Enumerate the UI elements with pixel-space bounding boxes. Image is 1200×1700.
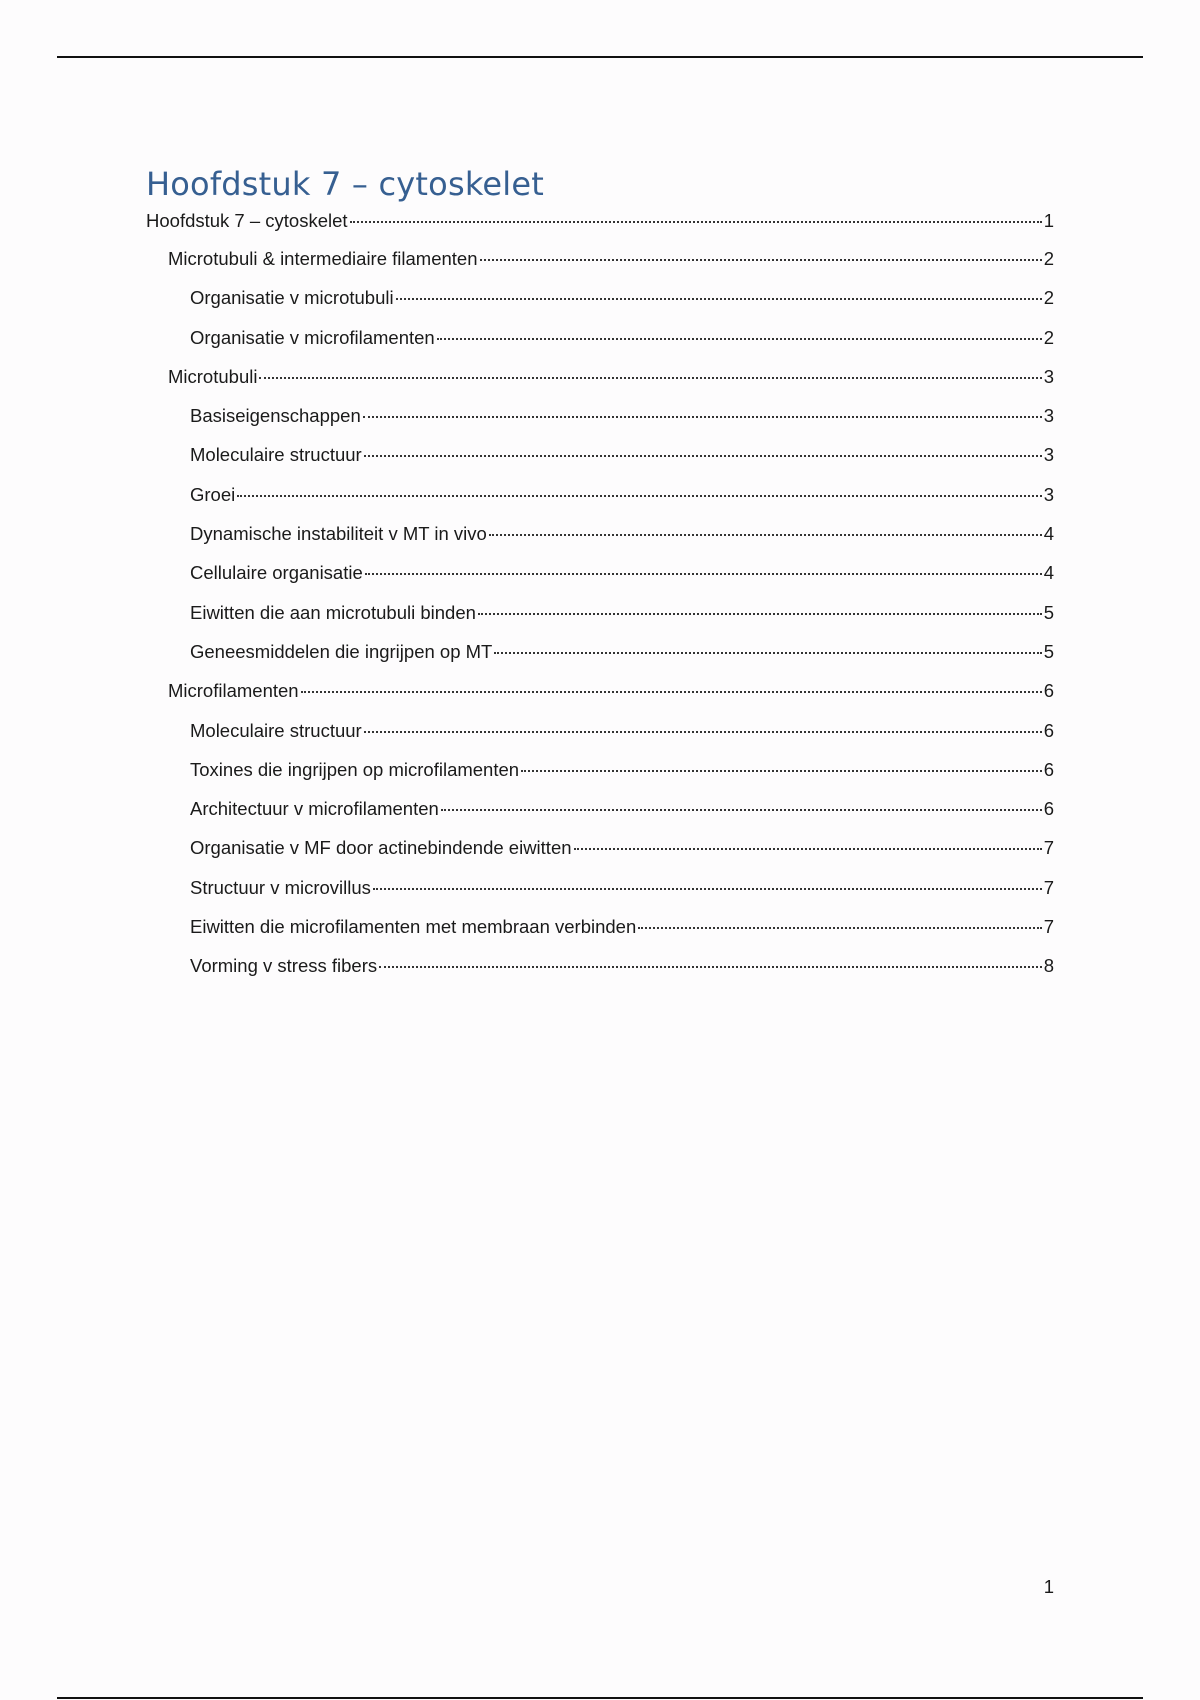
toc-entry[interactable]	[146, 678, 1054, 717]
toc-entry[interactable]	[146, 560, 1054, 599]
toc-dot-leader	[480, 259, 1042, 261]
toc-entry-title: Microtubuli	[168, 365, 258, 387]
footer-rule	[57, 1697, 1143, 1699]
toc-entry-page: 6	[1043, 758, 1054, 780]
toc-entry-title: Organisatie v microtubuli	[190, 287, 394, 309]
toc-dot-leader	[574, 848, 1042, 850]
toc-entry-page: 5	[1043, 601, 1054, 623]
toc-dot-leader	[478, 613, 1042, 615]
toc-entry-page: 6	[1043, 798, 1054, 820]
toc-entry-title: Geneesmiddelen die ingrijpen op MT	[190, 640, 493, 662]
toc-entry-title: Organisatie v MF door actinebindende eiwitten	[190, 837, 572, 859]
toc-dot-leader	[365, 573, 1042, 575]
toc-dot-leader	[396, 298, 1042, 300]
toc-dot-leader	[364, 455, 1042, 457]
toc-entry[interactable]	[146, 600, 1054, 639]
toc-entry-page: 1	[1043, 210, 1054, 231]
toc-entry-page: 4	[1043, 562, 1054, 584]
toc-dot-leader	[237, 495, 1041, 497]
toc-entry-page: 3	[1043, 365, 1054, 387]
toc-entry-page: 3	[1043, 483, 1054, 505]
toc-entry-title: Organisatie v microfilamenten	[190, 326, 435, 348]
toc-dot-leader	[350, 221, 1042, 223]
toc-entry[interactable]	[146, 442, 1054, 481]
toc-entry[interactable]	[146, 835, 1054, 874]
toc-entry-title: Moleculaire structuur	[190, 719, 362, 741]
toc-entry[interactable]	[146, 639, 1054, 678]
toc-entry-title: Eiwitten die microfilamenten met membraan verbinden	[190, 916, 637, 938]
toc-entry[interactable]	[146, 796, 1054, 835]
toc-dot-leader	[364, 731, 1042, 733]
toc-entry[interactable]	[146, 364, 1054, 403]
toc-entry-title: Structuur v microvillus	[190, 876, 371, 898]
toc-entry[interactable]	[146, 521, 1054, 560]
toc-entry-page: 7	[1043, 876, 1054, 898]
toc-entry-title: Microtubuli & intermediaire filamenten	[168, 248, 478, 269]
toc-dot-leader	[301, 691, 1042, 693]
toc-dot-leader	[489, 534, 1042, 536]
toc-entry[interactable]	[146, 718, 1054, 757]
toc-dot-leader	[259, 377, 1041, 379]
toc-dot-leader	[494, 652, 1041, 654]
toc-entry[interactable]	[146, 875, 1054, 914]
toc-entry[interactable]	[146, 914, 1054, 953]
toc-entry-page: 4	[1043, 523, 1054, 545]
toc-dot-leader	[638, 927, 1041, 929]
toc-entry[interactable]	[146, 208, 1054, 246]
toc-entry[interactable]	[146, 482, 1054, 521]
toc-entry[interactable]	[146, 246, 1054, 285]
page-number: 1	[1043, 1576, 1054, 1597]
toc-entry-title: Eiwitten die aan microtubuli binden	[190, 601, 476, 623]
toc-entry-title: Architectuur v microfilamenten	[190, 798, 439, 820]
toc-entry-page: 8	[1043, 955, 1054, 977]
toc-entry[interactable]	[146, 953, 1054, 992]
toc-entry-page: 2	[1043, 248, 1054, 269]
toc-dot-leader	[437, 338, 1042, 340]
toc-entry[interactable]	[146, 757, 1054, 796]
toc-dot-leader	[521, 770, 1042, 772]
toc-dot-leader	[441, 809, 1042, 811]
toc-entry-page: 6	[1043, 680, 1054, 702]
toc-entry-page: 3	[1043, 405, 1054, 427]
toc-entry-page: 7	[1043, 837, 1054, 859]
document-title: Hoofdstuk 7 – cytoskelet	[146, 165, 545, 203]
toc-entry-page: 3	[1043, 444, 1054, 466]
toc-entry-title: Vorming v stress fibers	[190, 955, 378, 977]
toc-entry-title: Dynamische instabiliteit v MT in vivo	[190, 523, 487, 545]
table-of-contents	[146, 208, 1054, 993]
toc-entry[interactable]	[146, 325, 1054, 364]
toc-entry-page: 7	[1043, 916, 1054, 938]
toc-entry[interactable]	[146, 285, 1054, 324]
toc-entry[interactable]	[146, 403, 1054, 442]
toc-entry-title: Groei	[190, 483, 236, 505]
toc-entry-page: 6	[1043, 719, 1054, 741]
toc-dot-leader	[379, 966, 1042, 968]
toc-entry-page: 2	[1043, 326, 1054, 348]
header-rule	[57, 56, 1143, 58]
toc-dot-leader	[373, 888, 1042, 890]
toc-entry-title: Moleculaire structuur	[190, 444, 362, 466]
toc-entry-title: Hoofdstuk 7 – cytoskelet	[146, 210, 348, 231]
toc-entry-title: Cellulaire organisatie	[190, 562, 363, 584]
toc-entry-title: Basiseigenschappen	[190, 405, 361, 427]
toc-dot-leader	[363, 416, 1042, 418]
toc-entry-page: 2	[1043, 287, 1054, 309]
toc-entry-title: Microfilamenten	[168, 680, 299, 702]
toc-entry-title: Toxines die ingrijpen op microfilamenten	[190, 758, 520, 780]
document-body	[146, 160, 1054, 993]
toc-entry-page: 5	[1043, 640, 1054, 662]
